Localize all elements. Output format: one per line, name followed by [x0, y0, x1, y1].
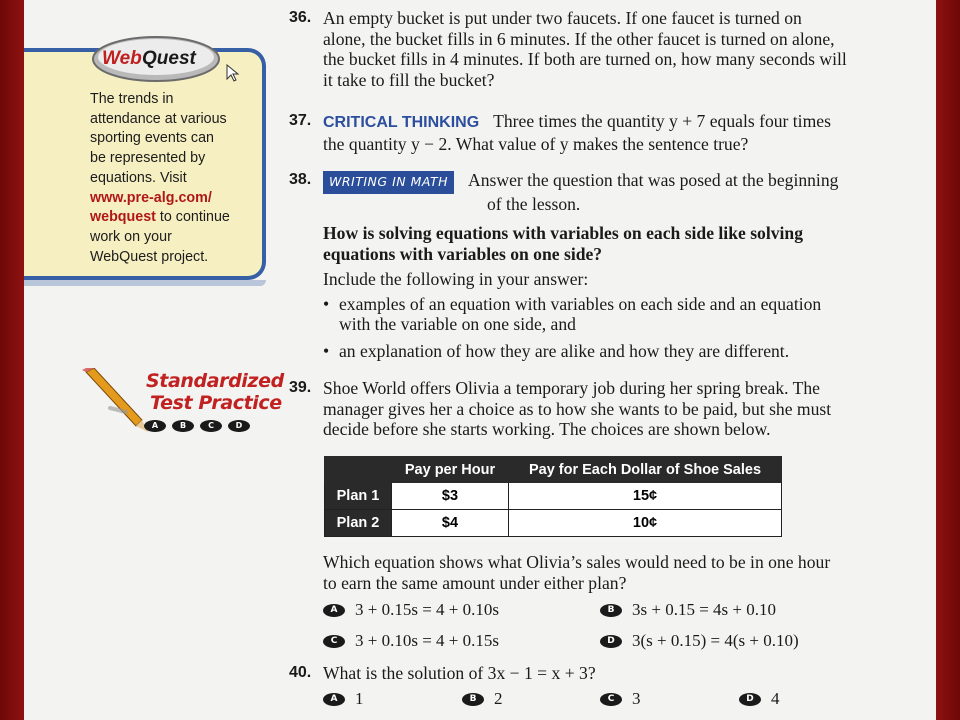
webquest-link[interactable]: www.pre-alg.com/: [90, 189, 212, 206]
choice-bubble-icon: B: [600, 604, 622, 617]
choice-d[interactable]: [739, 689, 780, 709]
choice-text: 3(s + 0.15) = 4(s + 0.10): [632, 631, 799, 650]
webquest-line: work on your: [90, 228, 172, 245]
problem-line: Answer the question that was posed at the beginning: [468, 170, 839, 190]
bullet-item: [323, 341, 923, 362]
test-practice-badge: [80, 368, 300, 438]
choice-text: 2: [494, 689, 503, 708]
table-cell: $3: [392, 483, 509, 510]
problem-line: it take to fill the bucket?: [323, 69, 495, 90]
problem-line: decide before she starts working. The choices are shown below.: [323, 419, 771, 439]
problem-line: the quantity y − 2. What value of y makes the sentence true?: [323, 133, 749, 154]
webquest-text: [90, 90, 266, 267]
problem-39-question: [323, 552, 923, 593]
problem-number: 40.: [289, 664, 312, 681]
table-cell: 10¢: [509, 510, 782, 537]
critical-thinking-label: CRITICAL THINKING: [323, 114, 480, 131]
test-practice-title-line: Standardized: [146, 370, 284, 392]
webquest-line: sporting events can: [90, 130, 214, 147]
problem-40: [289, 663, 923, 684]
problem-number: 37.: [289, 112, 312, 129]
problem-number: 36.: [289, 9, 312, 26]
choice-a[interactable]: [323, 689, 364, 709]
choice-text: 3: [632, 689, 641, 708]
bubble-a: A: [144, 420, 166, 432]
choice-c[interactable]: [323, 631, 499, 651]
webquest-line: The trends in: [90, 91, 174, 107]
table-cell: 15¢: [509, 483, 782, 510]
bubble-d: D: [228, 420, 250, 432]
problem-37: [289, 111, 923, 154]
webquest-line: attendance at various: [90, 110, 227, 127]
choice-bubble-icon: A: [323, 693, 345, 706]
pay-table: [324, 456, 782, 537]
choice-bubble-icon: D: [600, 635, 622, 648]
bullet-item: [323, 294, 923, 335]
test-practice-title-line: Test Practice: [150, 392, 282, 414]
bullet-text: with the variable on one side, and: [339, 314, 576, 334]
choice-text: 3 + 0.15s = 4 + 0.10s: [355, 600, 499, 619]
bubble-c: C: [200, 420, 222, 432]
pencil-icon: [80, 368, 150, 434]
table-row: [325, 510, 782, 537]
choice-a[interactable]: [323, 600, 499, 620]
table-header-row: [325, 457, 782, 483]
answer-bubbles: [144, 420, 250, 432]
table-cell: $4: [392, 510, 509, 537]
writing-in-math-label: WRITING IN MATH: [323, 171, 454, 194]
webquest-line: WebQuest project.: [90, 248, 209, 265]
problem-line: to earn the same amount under either plan?: [323, 572, 627, 593]
problem-number: 39.: [289, 379, 312, 396]
problem-line: What is the solution of 3x − 1 = x + 3?: [323, 663, 596, 683]
textbook-page: [24, 0, 936, 720]
table-row-header: Plan 1: [325, 483, 392, 510]
bubble-b: B: [172, 420, 194, 432]
webquest-line: equations. Visit: [90, 169, 187, 186]
problem-line: manager gives her a choice as to how she wants to be paid, but she must: [323, 398, 832, 419]
problem-38: [289, 170, 923, 361]
problem-line: of the lesson.: [487, 193, 581, 214]
choice-b[interactable]: [600, 600, 776, 620]
table-row-header: Plan 2: [325, 510, 392, 537]
table-header-cell: [325, 457, 392, 483]
problem-36: [289, 8, 923, 90]
problem-line: Include the following in your answer:: [323, 269, 589, 289]
choice-text: 3 + 0.10s = 4 + 0.15s: [355, 631, 499, 650]
bullet-text: • examples of an equation with variables on each side and an equation: [339, 293, 822, 314]
webquest-logo: [90, 32, 222, 84]
problem-line: alone, the bucket fills in 6 minutes. If the other faucet is turned on alone,: [323, 28, 835, 49]
webquest-line: to continue: [155, 209, 230, 226]
choice-text: 3s + 0.15 = 4s + 0.10: [632, 600, 776, 619]
problem-39: [289, 378, 923, 440]
choice-bubble-icon: C: [323, 635, 345, 648]
bullet-text: • an explanation of how they are alike and how they are different.: [339, 340, 790, 361]
choice-bubble-icon: D: [739, 693, 761, 706]
problem-line: the bucket fills in 4 minutes. If both are turned on, how many seconds will: [323, 49, 847, 69]
choice-bubble-icon: A: [323, 604, 345, 617]
problem-number: 38.: [289, 171, 312, 188]
choice-text: 1: [355, 689, 364, 708]
table-row: [325, 483, 782, 510]
problem-line: An empty bucket is put under two faucets. If one faucet is turned on: [323, 8, 802, 28]
webquest-logo-text: Web: [102, 48, 142, 69]
choice-c[interactable]: [600, 689, 641, 709]
table-header-cell: Pay for Each Dollar of Shoe Sales: [509, 457, 782, 483]
choice-b[interactable]: [462, 689, 503, 709]
cursor-icon: [226, 64, 240, 82]
essay-question: equations with variables on one side?: [323, 243, 603, 264]
choice-text: 4: [771, 689, 780, 708]
left-frame-bar: [0, 0, 24, 720]
webquest-line: be represented by: [90, 150, 206, 167]
problem-line: Shoe World offers Olivia a temporary job during her spring break. The: [323, 378, 820, 398]
test-practice-title: [146, 370, 284, 414]
problem-line: Three times the quantity y + 7 equals four times: [493, 111, 831, 131]
webquest-link[interactable]: webquest: [90, 209, 156, 226]
problem-line: Which equation shows what Olivia’s sales would need to be in one hour: [323, 552, 831, 572]
essay-question: How is solving equations with variables on each side like solving: [323, 223, 803, 243]
svg-text:Quest: Quest: [142, 48, 196, 69]
choice-d[interactable]: [600, 631, 799, 651]
choice-bubble-icon: B: [462, 693, 484, 706]
table-header-cell: Pay per Hour: [392, 457, 509, 483]
right-frame-bar: [936, 0, 960, 720]
choice-bubble-icon: C: [600, 693, 622, 706]
